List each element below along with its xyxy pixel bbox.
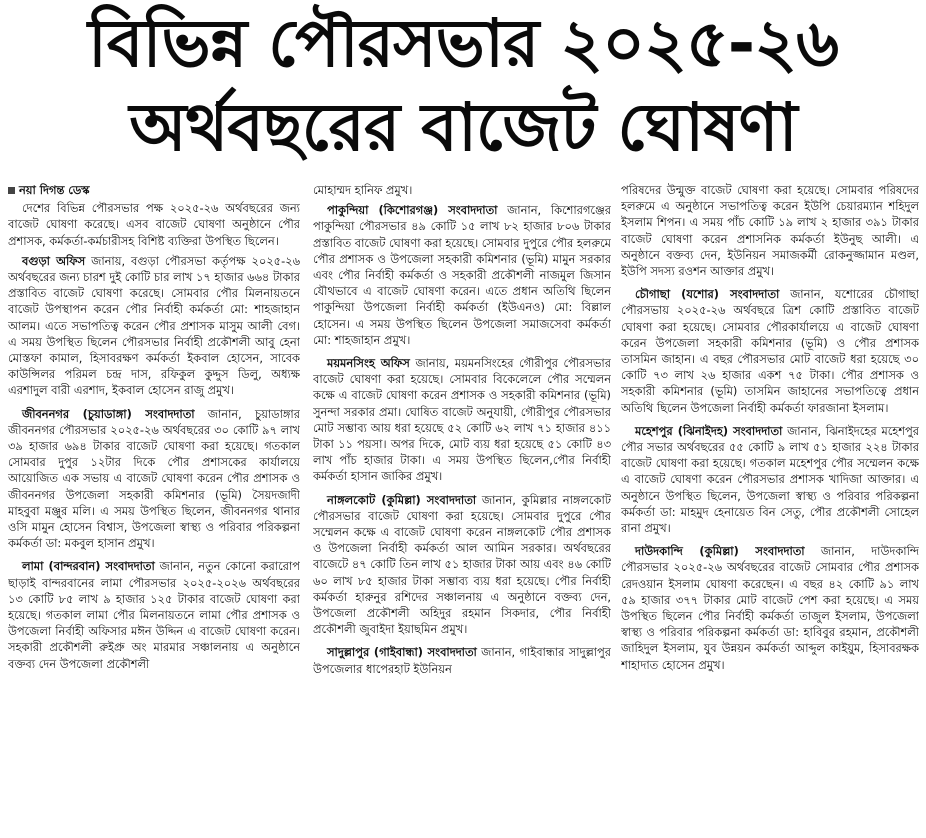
paragraph-mymensingh bbox=[313, 355, 611, 485]
headline bbox=[0, 0, 926, 172]
body-maheshpur: জানান, ঝিনাইদহের মহেশপুর পৌর সভার অর্থবছরের ৫৫ কোটি ৯ লাখ ৫১ হাজার ২২৪ টাকার বাজেট ঘোষণা করা হয়েছে। গতকাল মহেশপুর পৌর সম্মেলন কক্ষে এ বাজেট ঘোষণা করেন পৌরসভার প্রশাসক খাদিজা আক্তার। এ অনুষ্ঠানে উপস্থিত ছিলেন, উপজেলা স্বাস্থ্য ও পরিবার পরিকল্পনা কর্মকর্তা ডা: মাহমুদ হেনায়েত বিন সেতু, পৌর প্রকৌশলী সোহেল রানা প্রমুখ। bbox=[621, 423, 919, 536]
body-nangalkot: জানান, কুমিল্লার নাঙ্গলকোট পৌরসভার বাজেট ঘোষণা করা হয়েছে। সোমবার দুপুরে পৌর সম্মেলন কক্ষে এ বাজেট ঘোষণা করেন নাঙ্গলকোট পৌর প্রশাসক ও উপজেলা নির্বাহী কর্মকর্তা আল আমিন সরকার। অর্থবছরের বাজেটে ৪৭ কোটি তিন লাখ ৫১ হাজার টাকা আয় এবং ৪৬ কোটি ৬০ লাখ ৮৫ হাজার টাকা সম্ভাব্য ব্যয় ধরা হয়েছে। পৌর নির্বাহী কর্মকর্তা হারুনুর রশিদের সঞ্চালনায় এ অনুষ্ঠানে বক্তব্য দেন, উপজেলা প্রকৌশলী অহিদুর রহমান সিকদার, পৌর নির্বাহী প্রকৌশলী জুবাইদা ইয়াছমিন প্রমুখ। bbox=[313, 492, 611, 637]
article-column-2 bbox=[313, 182, 611, 832]
continued-text: পরিষদের উন্মুক্ত বাজেট ঘোষণা করা হয়েছে। সোমবার পরিষদের হলরুমে এ অনুষ্ঠানে সভাপতিত্ব করেন ইউপি চেয়ারম্যান শহিদুল ইসলাম শিপন। এ সময় পাঁচ কোটি ১৯ লাখ ২ হাজার ৩৯১ টাকার বাজেট ঘোষণা করেন প্রশাসনিক কর্মকর্তা ইউনুছ আলী। এ অনুষ্ঠানে বক্তব্য দেন, ইউনিয়ন সমাজকর্মী রোকনুজ্জামান মণ্ডল, ইউপি সদস্য রওশন আক্তার প্রমুখ। bbox=[621, 183, 919, 279]
paragraph-jibannagar bbox=[8, 406, 300, 552]
dateline-nangalkot: নাঙ্গলকোট (কুমিল্লা) সংবাদদাতা bbox=[327, 492, 477, 507]
dateline-sadullapur: সাদুল্লাপুর (গাইবান্ধা) সংবাদদাতা bbox=[327, 645, 477, 660]
body-sadullapur: জানান, গাইবান্ধার সাদুল্লাপুর উপজেলার ধাপেরহাট ইউনিয়ন bbox=[313, 645, 611, 676]
continued-text: মোহাম্মদ হানিফ প্রমুখ। bbox=[313, 183, 413, 197]
article-column-1 bbox=[8, 182, 300, 832]
dateline-pakundia: পাকুন্দিয়া (কিশোরগঞ্জ) সংবাদদাতা bbox=[327, 203, 498, 218]
dateline-mymensingh: ময়মনসিংহ অফিস bbox=[327, 356, 410, 371]
body-bogura: জানায়, বগুড়া পৌরসভা কর্তৃপক্ষ ২০২৫-২৬ অর্থবছরের জন্য চারশ দুই কোটি চার লাখ ১৭ হাজার ৬৬৪ টাকার প্রস্তাবিত বাজেট ঘোষণা করেছে। সোমবার পৌর মিলনায়তনে বাজেট উপস্থাপন করেন পৌর নির্বাহী কর্মকর্তা মো: শাহজাহান আলম। এতে সভাপতিত্ব করেন পৌর প্রশাসক মাসুম আলী বেগ। এ সময় উপস্থিত ছিলেন পৌরসভার নির্বাহী প্রকৌশলী আবু হেনা মোস্তফা কামাল, হিসাবরক্ষণ কর্মকর্তা ইকবাল হোসেন, সাবেক কাউন্সিলর পরিমল চন্দ্র দাস, রফিকুল কুদ্দুস ডিলু, অধ্যক্ষ এরশাদুল বারী এরশাদ, ইকবাল হোসেন রাজু প্রমুখ। bbox=[8, 253, 300, 398]
intro-paragraph: দেশের বিভিন্ন পৌরসভার পক্ষ ২০২৫-২৬ অর্থবছরের জন্য বাজেট ঘোষণা করেছে। এসব বাজেট ঘোষণা অনুষ্ঠানে পৌর প্রশাসক, কর্মকর্তা-কর্মচারীসহ বিশিষ্ট ব্যক্তিরা উপস্থিত ছিলেন। bbox=[8, 201, 300, 248]
bullet-square-icon bbox=[8, 187, 15, 194]
dateline-bogura: বগুড়া অফিস bbox=[22, 253, 86, 268]
body-daudkandi: জানান, দাউদকান্দি পৌরসভার ২০২৫-২৬ অর্থবছরের বাজেট সোমবার পৌর প্রশাসক রেদওয়ান ইসলাম ঘোষণা করেছেন। এ বছর ৪২ কোটি ৯১ লাখ ৫৯ হাজার ৩৭৭ টাকার মোট বাজেট পেশ করা হয়েছে। এ সময় উপস্থিত ছিলেন পৌর নির্বাহী কর্মকর্তা তাজুল ইসলাম, উপজেলা স্বাস্থ্য ও পরিবার পরিকল্পনা কর্মকর্তা ডা: হাবিবুর রহমান, প্রকৌশলী জাহিদুল ইসলাম, যুব উন্নয়ন কর্মকর্তা আব্দুল কাইয়ুম, হিসাবরক্ষক শাহাদাত হোসেন প্রমুখ। bbox=[621, 544, 919, 672]
paragraph-lama bbox=[8, 558, 300, 671]
body-mymensingh: জানায়, ময়মনসিংহের গৌরীপুর পৌরসভার বাজেট ঘোষণা করা হয়েছে। সোমবার বিকেলেলে পৌর সম্মেলন কক্ষে এ বাজেট ঘোষণা করেন প্রশাসক ও সহকারী কমিশনার (ভূমি) সুনন্দা সরকার প্রমা। ঘোষিত বাজেট অনুযায়ী, গৌরীপুর পৌরসভার মোট সম্ভাব্য আয় ধরা হয়েছে ৫২ কোটি ৬২ লাখ ৭১ হাজার ৪১১ টাকা ১১ পয়সা। অপর দিকে, মোট ব্যয় ধরা হয়েছে ৫১ কোটি ৪৩ লাখ পাঁচ হাজার টাকা। এ সময় উপস্থিত ছিলেন,পৌর নির্বাহী কর্মকর্তা হাসান জাকির প্রমুখ। bbox=[313, 356, 611, 484]
dateline-lama: লামা (বান্দরবান) সংবাদদাতা bbox=[22, 559, 155, 574]
byline bbox=[8, 182, 300, 198]
paragraph-nangalkot bbox=[313, 492, 611, 638]
paragraph-bogura bbox=[8, 253, 300, 399]
body-jibannagar: জানান, চুয়াডাঙ্গার জীবননগর পৌরসভার ২০২৫-২৬ অর্থবছরের ৩০ কোটি ৯৭ লাখ ৩৯ হাজার ৬৯৪ টাকার বাজেট ঘোষণা করা হয়েছে। গতকাল সোমবার দুপুর ১২টার দিকে পৌর প্রশাসকের কার্যালয়ে আয়োজিত এক সভায় এ বাজেট ঘোষণা করেন পৌর প্রশাসক ও জীবননগর উপজেলা সহকারী কমিশনার (ভূমি) সৈয়দজাদী মাহবুবা মঞ্জুর মলি। এ সময় উপস্থিত ছিলেন, জীবননগর থানার ওসি মামুন হোসেন বিশ্বাস, উপজেলা স্বাস্থ্য ও পরিবার পরিকল্পনা কর্মকর্তা ডা: মকবুল হাসান প্রমুখ। bbox=[8, 406, 300, 551]
paragraph-chougachha bbox=[621, 286, 919, 416]
headline-line-1: বিভিন্ন পৌরসভার ২০২৫-২৬ bbox=[87, 5, 839, 82]
paragraph-daudkandi bbox=[621, 543, 919, 673]
dateline-chougachha: চৌগাছা (যশোর) সংবাদদাতা bbox=[635, 287, 780, 302]
paragraph-maheshpur bbox=[621, 423, 919, 536]
dateline-jibannagar: জীবননগর (চুয়াডাঙ্গা) সংবাদদাতা bbox=[22, 406, 195, 421]
body-chougachha: জানান, যশোরের চৌগাছা পৌরসভায় ২০২৫-২৬ অর্থবছরে ত্রিশ কোটি প্রস্তাবিত বাজেট ঘোষণা করা হয়েছে। সোমবার পৌরকার্যালয়ে এ বাজেট ঘোষণা করেন উপজেলা সহকারী কমিশনার (ভূমি) ও পৌর প্রশাসক তাসমিন জাহান। এ বছর পৌরসভার মোট বাজেট ধরা হয়েছে ৩০ কোটি ৭৩ লাখ ২৬ হাজার একশ ৭৫ টাকা। পৌর প্রশাসক ও সহকারী কমিশনার (ভূমি) তাসমিন জাহানের সভাপতিত্বে প্রধান অতিথি ছিলেন উপজেলা নির্বাহী কর্মকর্তা ফারজানা ইসলাম। bbox=[621, 287, 919, 415]
article-column-3 bbox=[621, 182, 919, 832]
byline-text: নয়া দিগন্ত ডেস্ক bbox=[19, 183, 90, 197]
paragraph-sadullapur bbox=[313, 644, 611, 676]
paragraph-pakundia bbox=[313, 202, 611, 348]
body-pakundia: জানান, কিশোরগঞ্জের পাকুন্দিয়া পৌরসভার ৪৯ কোটি ১৫ লাখ ৮২ হাজার ৮০৬ টাকার প্রস্তাবিত বাজেট ঘোষণা করা হয়েছে। সোমবার দুপুরে পৌর হলরুমে পৌর প্রশাসক ও উপজেলা সহকারী কমিশনার (ভূমি) মামুন সরকার এবং পৌর নির্বাহী কর্মকর্তা ও সহকারী প্রকৌশলী নাজমুল জিসান যৌথভাবে এ বাজেট ঘোষণা করেন। এতে প্রধান অতিথি ছিলেন পাকুন্দিয়া উপজেলা নির্বাহী কর্মকর্তা (ইউএনও) মো: বিল্লাল হোসেন। এ সময় উপস্থিত ছিলেন উপজেলা সমাজসেবা কর্মকর্তা মো: শাহজাহান প্রমুখ। bbox=[313, 203, 611, 347]
body-lama: জানান, নতুন কোনো করারোপ ছাড়াই বান্দরবানের লামা পৌরসভার ২০২৫-২০২৬ অর্থবছরের ১৩ কোটি ৮৫ লাখ ৯ হাজার ১২৫ টাকার বাজেট ঘোষণা করা হয়েছে। গতকাল লামা পৌর মিলনায়তনে লামা পৌর প্রশাসক ও উপজেলা নির্বাহী অফিসার মঈন উদ্দিন এ বাজেট ঘোষণা করেন। সহকারী প্রকৌশলী রুইপ্রু অং মারমার সঞ্চালনায় এ অনুষ্ঠানে বক্তব্য দেন উপজেলা প্রকৌশলী bbox=[8, 559, 300, 671]
dateline-daudkandi: দাউদকান্দি (কুমিল্লা) সংবাদদাতা bbox=[635, 544, 805, 559]
headline-line-2: অর্থবছরের বাজেট ঘোষণা bbox=[129, 89, 797, 166]
dateline-maheshpur: মহেশপুর (ঝিনাইদহ) সংবাদদাতা bbox=[635, 423, 783, 438]
